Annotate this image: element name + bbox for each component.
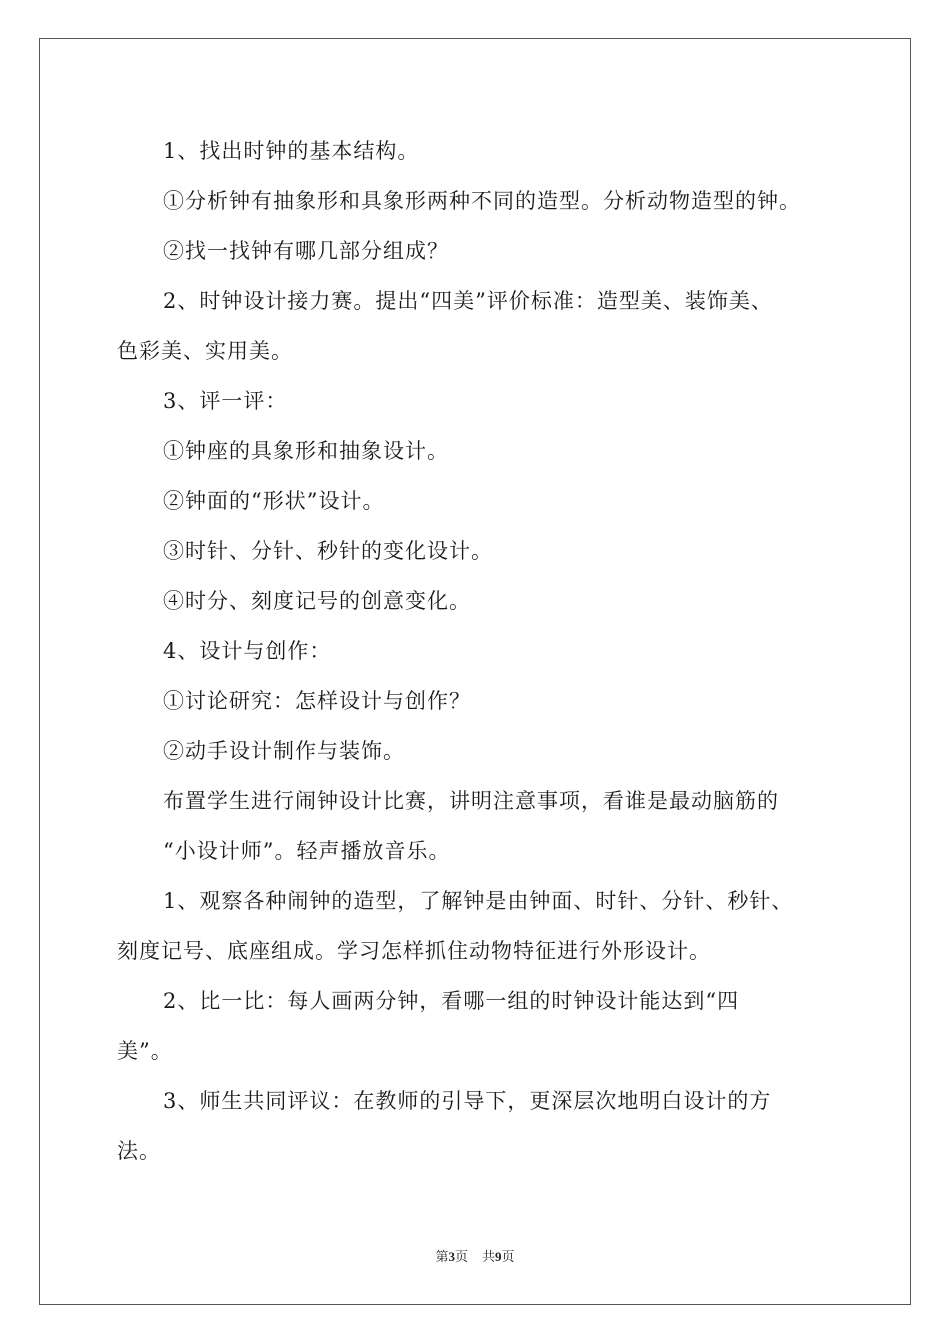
text-line: 色彩美、实用美。	[117, 339, 293, 363]
total-suffix: 页	[501, 1249, 515, 1264]
total-prefix: 共	[482, 1249, 496, 1264]
total-page-number: 9	[495, 1249, 502, 1264]
text-line: ④时分、刻度记号的创意变化。	[163, 589, 471, 613]
page-footer	[0, 1246, 950, 1265]
text-line: 1、观察各种闹钟的造型，了解钟是由钟面、时针、分针、秒针、	[163, 889, 794, 913]
page-suffix: 页	[454, 1249, 468, 1264]
text-line: 2、比一比：每人画两分钟，看哪一组的时钟设计能达到“四	[163, 989, 740, 1013]
current-page-number: 3	[448, 1249, 455, 1264]
text-line: 刻度记号、底座组成。学习怎样抓住动物特征进行外形设计。	[117, 939, 711, 963]
text-line: ③时针、分针、秒针的变化设计。	[163, 539, 493, 563]
text-line: 布置学生进行闹钟设计比赛，讲明注意事项，看谁是最动脑筋的	[163, 789, 779, 813]
text-line: 1、找出时钟的基本结构。	[163, 139, 420, 163]
text-line: ①钟座的具象形和抽象设计。	[163, 439, 449, 463]
document-body	[117, 126, 857, 1176]
text-line: ②找一找钟有哪几部分组成？	[163, 239, 449, 263]
text-line: 法。	[117, 1139, 161, 1163]
page-prefix: 第	[435, 1249, 449, 1264]
text-line: 美”。	[117, 1039, 173, 1063]
text-line: ①讨论研究：怎样设计与创作？	[163, 689, 471, 713]
text-line: 4、设计与创作：	[163, 639, 332, 663]
text-line: ①分析钟有抽象形和具象形两种不同的造型。分析动物造型的钟。	[163, 189, 801, 213]
text-line: 3、师生共同评议：在教师的引导下，更深层次地明白设计的方	[163, 1089, 772, 1113]
text-line: 2、时钟设计接力赛。提出“四美”评价标准：造型美、装饰美、	[163, 289, 773, 313]
text-line: “小设计师”。轻声播放音乐。	[163, 839, 451, 863]
text-line: ②动手设计制作与装饰。	[163, 739, 405, 763]
text-line: ②钟面的“形状”设计。	[163, 489, 385, 513]
text-line: 3、评一评：	[163, 389, 288, 413]
